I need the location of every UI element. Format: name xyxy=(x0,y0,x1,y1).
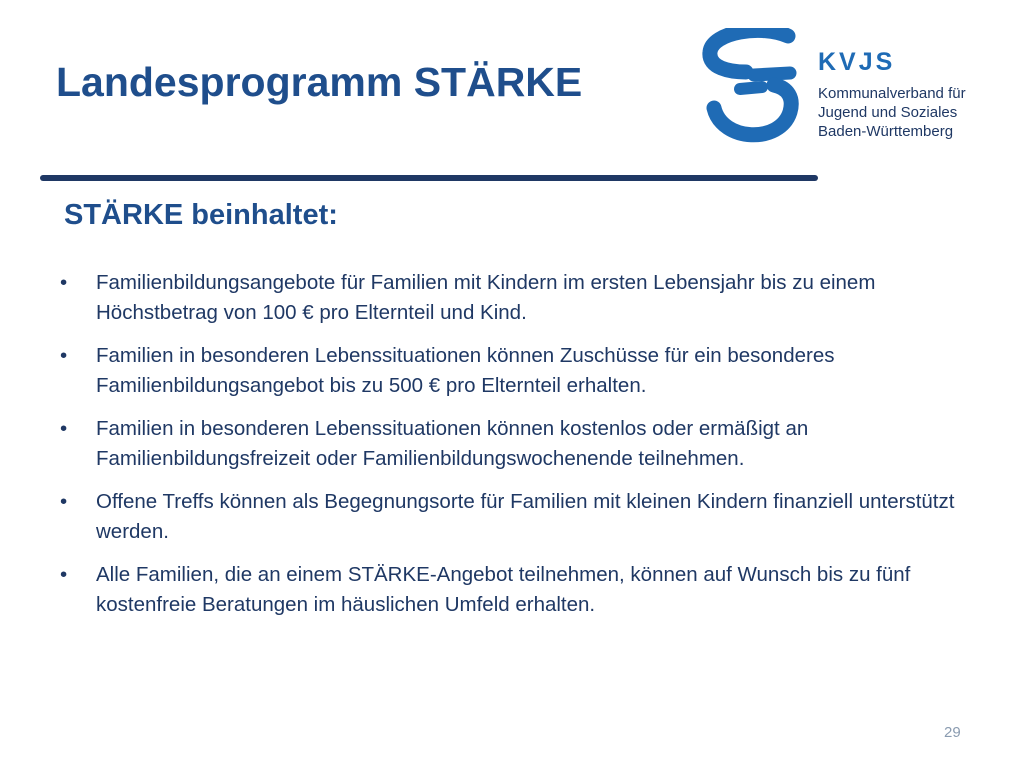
list-item xyxy=(60,341,980,401)
bullet-text: Familien in besonderen Lebenssituationen können Zuschüsse für ein besonderes Familienbildungsangebot bis zu 500 € pro Elternteil erhalten. xyxy=(96,344,835,397)
list-item xyxy=(60,414,980,474)
kvjs-logo xyxy=(700,28,990,148)
bullet-text: Alle Familien, die an einem STÄRKE-Angebot teilnehmen, können auf Wunsch bis zu fünf kostenfreie Beratungen im häuslichen Umfeld erhalten. xyxy=(96,563,911,616)
logo-line-1: Kommunalverband für xyxy=(818,85,966,102)
bullet-icon: • xyxy=(60,344,68,367)
title-divider xyxy=(40,175,818,181)
bullet-text: Familienbildungsangebote für Familien mit Kindern im ersten Lebensjahr bis zu einem Höchstbetrag von 100 € pro Elternteil und Kind. xyxy=(96,271,876,324)
section-heading: STÄRKE beinhaltet: xyxy=(64,199,338,231)
slide-title: Landesprogramm STÄRKE xyxy=(56,59,583,105)
bullet-list xyxy=(60,268,980,633)
logo-line-3: Baden-Württemberg xyxy=(818,123,954,140)
bullet-icon: • xyxy=(60,417,68,440)
logo-line-2: Jugend und Soziales xyxy=(818,104,958,121)
bullet-icon: • xyxy=(60,490,68,513)
bullet-text: Offene Treffs können als Begegnungsorte für Familien mit kleinen Kindern finanziell unterstützt werden. xyxy=(96,490,955,543)
bullet-icon: • xyxy=(60,563,68,586)
kvjs-logo-icon xyxy=(700,28,800,143)
list-item xyxy=(60,487,980,547)
list-item xyxy=(60,268,980,328)
list-item xyxy=(60,560,980,620)
bullet-icon: • xyxy=(60,271,68,294)
logo-abbreviation: KVJS xyxy=(818,48,896,76)
page-number: 29 xyxy=(944,724,961,741)
bullet-text: Familien in besonderen Lebenssituationen können kostenlos oder ermäßigt an Familienbildungsfreizeit oder Familienbildungswochenende teilnehmen. xyxy=(96,417,809,470)
